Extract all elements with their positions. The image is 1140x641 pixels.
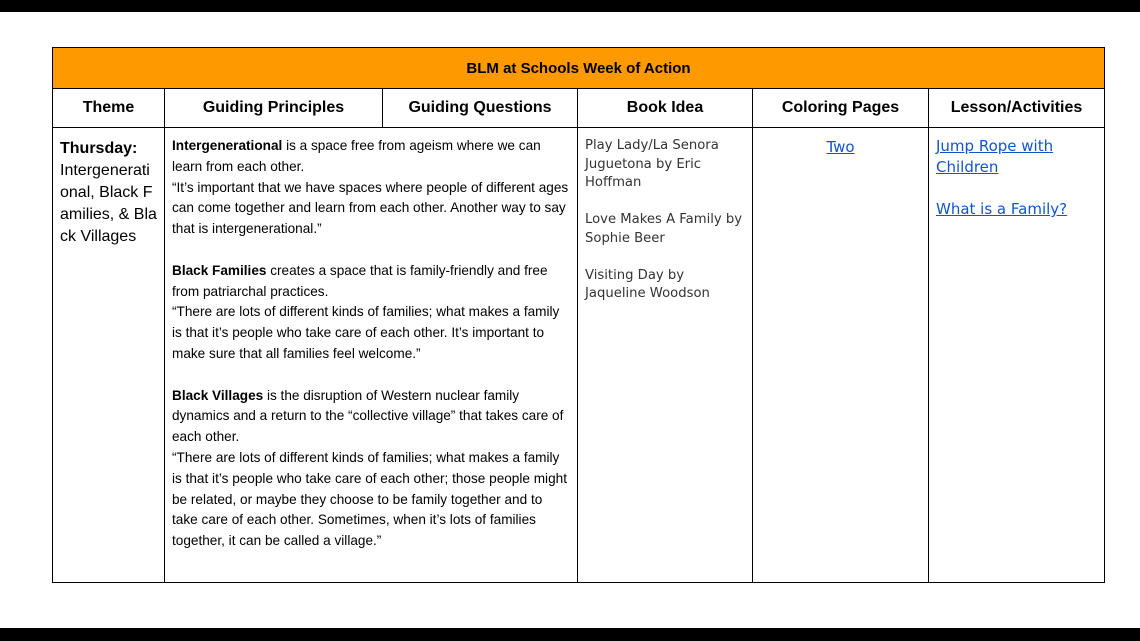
book-item: Play Lady/La Senora Juguetona by Eric Hoffman <box>585 138 719 190</box>
table-row <box>53 128 1105 583</box>
principle-definition: is the disruption of Western nuclear family dynamics and a return to the “collective village” that takes care of each other. <box>172 387 564 445</box>
principle-quote: “There are lots of different kinds of families; what makes a family is that it’s people who take care of each other; those people might be related, or maybe they choose to be family together and to take care of each other. Sometimes, when it’s lots of families together, it can be called a village.” <box>172 449 567 549</box>
header-lessons: Lesson/Activities <box>929 89 1105 128</box>
principle-definition: creates a space that is family-friendly and free from patriarchal practices. <box>172 262 548 299</box>
activity-link-what-is-family[interactable]: What is a Family? <box>936 200 1068 218</box>
header-coloring-pages: Coloring Pages <box>753 89 929 128</box>
theme-day: Thursday: <box>60 140 138 157</box>
table-title: BLM at Schools Week of Action <box>53 48 1105 89</box>
principle-black-villages <box>172 386 569 552</box>
principle-definition: is a space free from ageism where we can learn from each other. <box>172 138 541 174</box>
principle-quote: “It’s important that we have spaces where people of different ages can come together and learn from each other. Another way to say that is intergenerational.” <box>172 179 569 237</box>
header-guiding-principles: Guiding Principles <box>165 89 383 128</box>
activity-link-jump-rope[interactable]: Jump Rope with Children <box>936 137 1054 176</box>
book-item: Love Makes A Family by Sophie Beer <box>585 212 743 246</box>
guiding-principles-cell <box>165 128 578 583</box>
principle-term: Intergenerational <box>172 138 283 153</box>
activities-cell <box>929 128 1105 583</box>
principle-quote: “There are lots of different kinds of families; what makes a family is that it’s people who take care of each other. It’s important to make sure that all families feel welcome.” <box>172 304 560 361</box>
coloring-pages-cell <box>753 128 929 583</box>
top-letterbox-bar <box>0 0 1140 12</box>
lesson-plan-table <box>52 47 1105 583</box>
title-row <box>53 48 1105 89</box>
theme-cell <box>53 128 165 583</box>
book-idea-cell <box>578 128 753 583</box>
principle-term: Black Villages <box>172 387 264 403</box>
header-theme: Theme <box>53 89 165 128</box>
principle-term: Black Families <box>172 262 267 278</box>
book-item: Visiting Day by Jaqueline Woodson <box>585 267 710 301</box>
principle-intergenerational <box>172 136 569 240</box>
theme-text: Intergenerational, Black Families, & Black Villages <box>60 162 157 245</box>
coloring-page-link[interactable]: Two <box>826 138 855 156</box>
header-guiding-questions: Guiding Questions <box>383 89 578 128</box>
bottom-letterbox-bar <box>0 628 1140 641</box>
header-row <box>53 89 1105 128</box>
principle-black-families <box>172 261 569 365</box>
header-book-idea: Book Idea <box>578 89 753 128</box>
